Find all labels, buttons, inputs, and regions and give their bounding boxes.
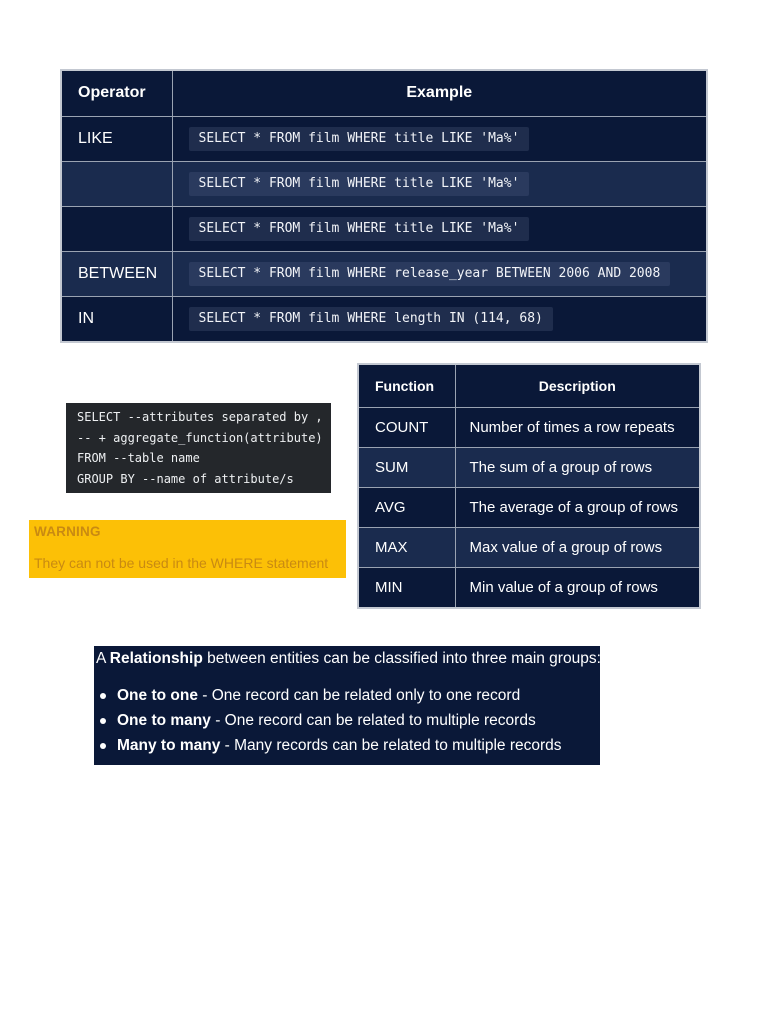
list-item [96, 708, 600, 733]
example-column-header: Example [172, 70, 707, 116]
function-table-header-row [358, 364, 700, 407]
relationship-description: - One record can be related only to one record [202, 687, 521, 704]
group-by-code-block [66, 403, 331, 493]
description-cell: The average of a group of rows [455, 487, 700, 527]
code-line: GROUP BY --name of attribute/s [77, 471, 294, 486]
table-row [358, 407, 700, 447]
code-snippet: SELECT * FROM film WHERE length IN (114, 68) [189, 307, 553, 331]
description-cell: The sum of a group of rows [455, 447, 700, 487]
code-snippet: SELECT * FROM film WHERE release_year BETWEEN 2006 AND 2008 [189, 262, 671, 286]
relationship-list [96, 683, 600, 758]
table-row [358, 528, 700, 568]
example-cell [172, 116, 707, 161]
function-cell: MAX [358, 528, 455, 568]
table-row [61, 206, 707, 251]
operator-table [60, 69, 708, 343]
relationship-description: - One record can be related to multiple records [215, 712, 536, 729]
description-cell: Number of times a row repeats [455, 407, 700, 447]
operator-cell: BETWEEN [61, 252, 172, 297]
function-column-header: Function [358, 364, 455, 407]
code-snippet: SELECT * FROM film WHERE title LIKE 'Ma%' [189, 172, 530, 196]
example-cell [172, 206, 707, 251]
description-cell: Min value of a group of rows [455, 568, 700, 608]
bullet-icon [100, 718, 106, 724]
list-item [96, 683, 600, 708]
warning-text: They can not be used in the WHERE statement [34, 555, 329, 571]
example-cell [172, 161, 707, 206]
intro-suffix: between entities can be classified into three main groups: [207, 650, 601, 667]
function-cell: MIN [358, 568, 455, 608]
description-cell: Max value of a group of rows [455, 528, 700, 568]
code-line: FROM --table name [77, 451, 200, 465]
description-column-header: Description [455, 364, 700, 407]
function-cell: COUNT [358, 407, 455, 447]
operator-cell [61, 161, 172, 206]
operator-cell: IN [61, 297, 172, 342]
table-row [61, 297, 707, 342]
function-cell: SUM [358, 447, 455, 487]
code-line: -- + aggregate_function(attribute) [77, 430, 323, 445]
table-row [358, 447, 700, 487]
code-snippet: SELECT * FROM film WHERE title LIKE 'Ma%' [189, 127, 530, 151]
relationship-name: One to one [117, 687, 198, 704]
relationship-description: - Many records can be related to multiple records [224, 737, 562, 754]
aggregate-function-table [357, 363, 701, 609]
table-row [61, 161, 707, 206]
intro-bold: Relationship [109, 650, 203, 667]
warning-callout [29, 520, 346, 578]
code-snippet: SELECT * FROM film WHERE title LIKE 'Ma%' [189, 217, 530, 241]
relationship-box [94, 646, 600, 765]
code-line: SELECT --attributes separated by , [77, 410, 323, 424]
example-cell [172, 297, 707, 342]
list-item [96, 733, 600, 758]
operator-column-header: Operator [61, 70, 172, 116]
warning-title: WARNING [34, 524, 101, 539]
relationship-name: One to many [117, 712, 211, 729]
table-row [61, 252, 707, 297]
relationship-name: Many to many [117, 737, 221, 754]
table-row [358, 568, 700, 608]
intro-prefix: A [96, 650, 106, 667]
example-cell [172, 252, 707, 297]
bullet-icon [100, 743, 106, 749]
table-row [61, 116, 707, 161]
bullet-icon [100, 693, 106, 699]
relationship-intro [96, 650, 600, 668]
operator-cell [61, 206, 172, 251]
operator-cell: LIKE [61, 116, 172, 161]
function-cell: AVG [358, 487, 455, 527]
table-row [358, 487, 700, 527]
operator-table-header-row [61, 70, 707, 116]
